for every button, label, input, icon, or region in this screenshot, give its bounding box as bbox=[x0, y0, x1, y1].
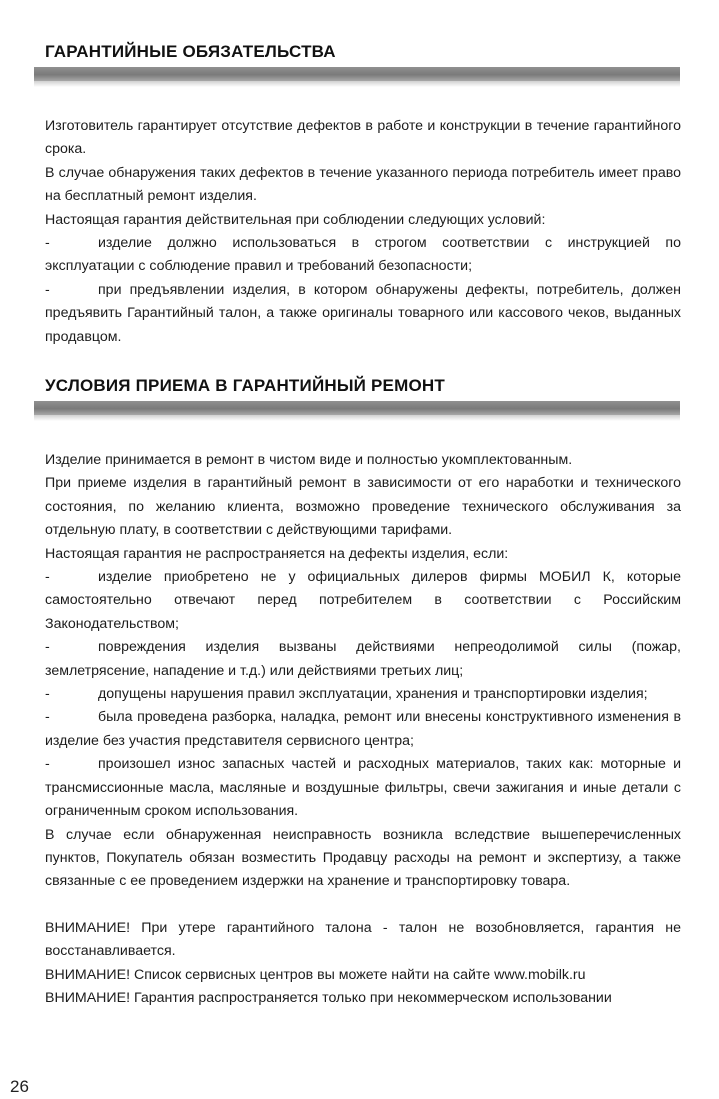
notice-lost-card: ВНИМАНИЕ! При утере гарантийного талона - талон не возобновляется, гарантия не восстанавливается. bbox=[45, 919, 681, 960]
notice-service-centers: ВНИМАНИЕ! Список сервисных центров вы можете найти на сайте www.mobilk.ru bbox=[45, 966, 586, 983]
bullet-dash: - bbox=[45, 235, 50, 252]
paragraph: В случае обнаружения таких дефектов в течение указанного периода потребитель имеет право на бесплатный ремонт изделия. bbox=[45, 164, 681, 205]
list-item-text: произошел износ запасных частей и расходных материалов, таких как: моторные и трансмиссионные масла, масляные и воздушные фильтры, свечи зажигания и иные детали с ограниченным сроком использования. bbox=[45, 756, 681, 820]
bullet-dash: - bbox=[45, 569, 50, 586]
section-divider-bar bbox=[34, 401, 680, 415]
list-item-text: повреждения изделия вызваны действиями непреодолимой силы (пожар, землетрясение, нападение и т.д.) или действиями третьих лиц; bbox=[45, 639, 681, 679]
list-item-text: изделие приобретено не у официальных дилеров фирмы МОБИЛ К, которые самостоятельно отвечают перед потребителем в соответствии с Российским Законодательством; bbox=[45, 569, 681, 632]
repair-conditions-body bbox=[45, 449, 681, 1010]
list-item-text: была проведена разборка, наладка, ремонт или внесены конструктивного изменения в изделие без участия представителя сервисного центра; bbox=[45, 709, 681, 749]
list-item bbox=[45, 706, 681, 753]
notice-non-commercial: ВНИМАНИЕ! Гарантия распространяется только при некоммерческом использовании bbox=[45, 989, 612, 1006]
bullet-dash: - bbox=[45, 686, 50, 703]
section-divider-bar bbox=[34, 67, 680, 81]
bullet-dash: - bbox=[45, 709, 50, 726]
closing-paragraph: В случае если обнаруженная неисправность возникла вследствие вышеперечисленных пунктов, Покупатель обязан возместить Продавцу расходы на ремонт и экспертизу, а также связанные с ее проведением издержки на хранение и транспортировку товара. bbox=[45, 826, 681, 890]
list-item bbox=[45, 636, 681, 683]
paragraph: Изготовитель гарантирует отсутствие дефектов в работе и конструкции в течение гарантийного срока. bbox=[45, 118, 681, 158]
paragraph: Изделие принимается в ремонт в чистом виде и полностью укомплектованным. bbox=[45, 452, 573, 468]
bullet-dash: - bbox=[45, 756, 50, 773]
paragraph: Настоящая гарантия действительная при соблюдении следующих условий: bbox=[45, 211, 546, 228]
list-item-text: допущены нарушения правил эксплуатации, хранения и транспортировки изделия; bbox=[98, 686, 648, 703]
list-item-text: при предъявлении изделия, в котором обнаружены дефекты, потребитель, должен предъявить Гарантийный талон, а также оригиналы товарного или кассового чеков, выданных продавцом. bbox=[45, 281, 681, 345]
paragraph: При приеме изделия в гарантийный ремонт в зависимости от его наработки и технического состояния, по желанию клиента, возможно проведение технического обслуживания за отдельную плату, в соответствии с действующими тарифами. bbox=[45, 475, 681, 539]
section-title-repair-conditions: УСЛОВИЯ ПРИЕМА В ГАРАНТИЙНЫЙ РЕМОНТ bbox=[45, 376, 445, 395]
list-item-text: изделие должно использоваться в строгом соответствии с инструкцией по эксплуатации с соблюдение правил и требований безопасности; bbox=[45, 235, 681, 275]
list-item bbox=[45, 232, 681, 279]
list-item bbox=[45, 753, 681, 823]
list-item bbox=[45, 683, 681, 706]
section-title-warranty: ГАРАНТИЙНЫЕ ОБЯЗАТЕЛЬСТВА bbox=[45, 42, 336, 61]
paragraph: Настоящая гарантия не распространяется на дефекты изделия, если: bbox=[45, 545, 509, 562]
bullet-dash: - bbox=[45, 281, 50, 298]
list-item bbox=[45, 279, 681, 349]
page-number: 26 bbox=[10, 1077, 29, 1096]
warranty-section-body bbox=[45, 115, 681, 349]
list-item bbox=[45, 566, 681, 636]
spacer bbox=[45, 894, 681, 917]
bullet-dash: - bbox=[45, 639, 50, 656]
